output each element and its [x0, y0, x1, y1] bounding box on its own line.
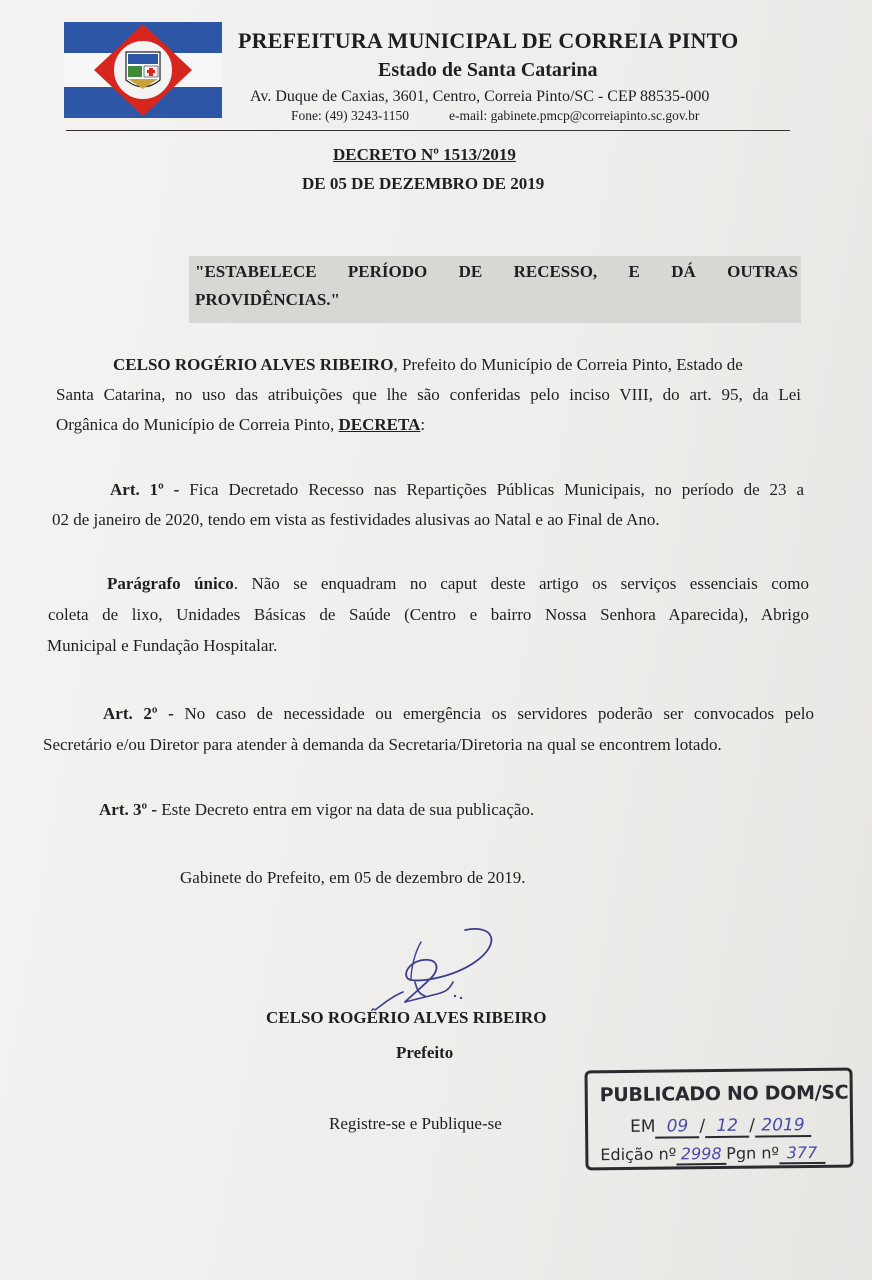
signature	[345, 922, 505, 1018]
art2-label: Art. 2º -	[103, 704, 174, 723]
stamp-day: 09	[655, 1116, 699, 1138]
stamp-page: 377	[779, 1143, 825, 1164]
art3-label: Art. 3º -	[99, 800, 158, 819]
registre-publique: Registre-se e Publique-se	[329, 1114, 502, 1133]
decree-number: DECRETO Nº 1513/2019	[333, 145, 516, 164]
art2-line-1: Art. 2º - No caso de necessidade ou emergência os servidores poderão ser convocados pelo	[103, 704, 814, 723]
art1-label: Art. 1º -	[110, 480, 180, 499]
art2-line-2: Secretário e/ou Diretor para atender à demanda da Secretaria/Diretoria na qual se encontrem lotado.	[43, 735, 722, 754]
art1-line-2: 02 de janeiro de 2020, tendo em vista as festividades alusivas ao Natal e ao Final de Ano.	[52, 510, 660, 529]
stamp-date-row: EM 09 / 12 / 2019	[630, 1115, 811, 1139]
preamble-line-3: Orgânica do Município de Correia Pinto, DECRETA:	[56, 415, 426, 434]
paragrafo-line-1: Parágrafo único. Não se enquadram no caput deste artigo os serviços essenciais como	[107, 574, 809, 593]
stamp-year: 2019	[755, 1115, 811, 1138]
art1-line-1: Art. 1º - Fica Decretado Recesso nas Repartições Públicas Municipais, no período de 23 a	[110, 480, 805, 499]
signatory-name: CELSO ROGÉRIO ALVES RIBEIRO	[266, 1008, 547, 1027]
decreta-keyword: DECRETA	[338, 415, 421, 434]
publication-stamp	[584, 1068, 853, 1171]
art3-line-1: Art. 3º - Este Decreto entra em vigor na data de sua publicação.	[99, 800, 535, 819]
stamp-month: 12	[705, 1116, 749, 1138]
header-phone: Fone: (49) 3243-1150	[291, 108, 409, 123]
preamble-line-2: Santa Catarina, no uso das atribuições que lhe são conferidas pelo inciso VIII, do art. 95, da Lei	[56, 385, 801, 404]
header-state: Estado de Santa Catarina	[378, 59, 598, 81]
stamp-title: PUBLICADO NO DOM/SC	[599, 1081, 849, 1107]
municipal-flag-logo	[64, 22, 222, 118]
header-email: e-mail: gabinete.pmcp@correiapinto.sc.gov.br	[449, 108, 700, 123]
header-divider	[66, 130, 790, 131]
header-title: PREFEITURA MUNICIPAL DE CORREIA PINTO	[238, 28, 739, 53]
place-date: Gabinete do Prefeito, em 05 de dezembro de 2019.	[180, 868, 526, 887]
header-address: Av. Duque de Caxias, 3601, Centro, Correia Pinto/SC - CEP 88535-000	[250, 88, 710, 105]
ementa-line-1: "ESTABELECE PERÍODO DE RECESSO, E DÁ OUTRAS	[195, 262, 798, 281]
stamp-edition-row: Edição nº 2998 Pgn nº 377	[600, 1143, 825, 1166]
decree-date: DE 05 DE DEZEMBRO DE 2019	[302, 174, 545, 193]
paragrafo-line-2: coleta de lixo, Unidades Básicas de Saúde (Centro e bairro Nossa Senhora Aparecida), Abrigo	[48, 605, 809, 624]
preamble-line-1: CELSO ROGÉRIO ALVES RIBEIRO, Prefeito do Município de Correia Pinto, Estado de	[113, 355, 743, 374]
paragrafo-line-3: Municipal e Fundação Hospitalar.	[47, 636, 278, 655]
mayor-name: CELSO ROGÉRIO ALVES RIBEIRO	[113, 355, 394, 374]
ementa-line-2: PROVIDÊNCIAS."	[195, 290, 340, 309]
paragrafo-label: Parágrafo único	[107, 574, 234, 593]
signatory-role: Prefeito	[396, 1043, 454, 1062]
stamp-edition: 2998	[676, 1144, 726, 1166]
